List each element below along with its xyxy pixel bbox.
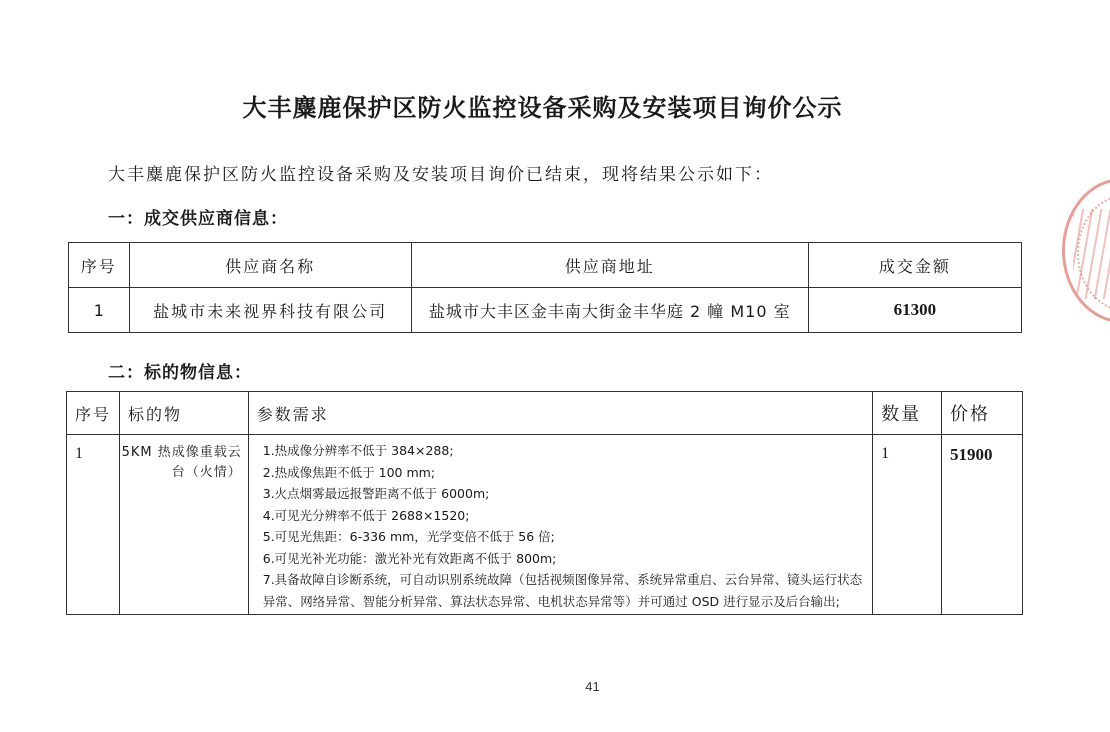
spec-line: 7.具备故障自诊断系统，可自动识别系统故障（包括视频图像异常、系统异常重启、云台异常、镜头运行状态异常、网络异常、智能分析异常、算法状态异常、电机状态异常等）并可通过 OSD 进行显示及后台输出; [262,572,863,609]
item-header-item: 标的物 [119,392,248,435]
item-table-header-row [67,392,1023,435]
supplier-table [68,242,1022,333]
item-table [66,391,1023,615]
spec-line: 5.可见光焦距：6-336 mm，光学变倍不低于 56 倍; [262,529,555,544]
spec-line: 2.热成像焦距不低于 100 mm; [262,464,436,480]
supplier-address: 盐城市大丰区金丰南大街金丰华庭 2 幢 M10 室 [411,288,808,333]
supplier-amount: 61300 [808,288,1021,333]
table-row [69,288,1022,333]
supplier-table-header-row [69,243,1022,288]
supplier-name: 盐城市未来视界科技有限公司 [129,288,411,333]
supplier-header-address: 供应商地址 [411,243,808,288]
spec-line: 3.火点烟雾最远报警距离不低于 6000m; [262,486,490,501]
intro-paragraph: 大丰麋鹿保护区防火监控设备采购及安装项目询价已结束，现将结果公示如下： [108,165,773,185]
item-price: 51900 [942,435,1023,615]
item-header-index: 序号 [67,392,120,435]
document-title: 大丰麋鹿保护区防火监控设备采购及安装项目询价公示 [242,93,843,122]
item-header-price: 价格 [942,392,1023,435]
spec-line: 6.可见光补光功能：激光补光有效距离不低于 800m; [262,550,557,566]
item-quantity: 1 [873,435,942,615]
supplier-index: 1 [69,288,130,333]
spec-line: 4.可见光分辨率不低于 2688×1520; [262,507,470,523]
spec-line: 1.热成像分辨率不低于 384×288; [262,443,454,458]
table-row [67,435,1023,615]
supplier-header-index: 序号 [69,243,130,288]
section-supplier-heading: 一：成交供应商信息： [108,209,288,229]
section-item-heading: 二：标的物信息： [108,363,252,383]
page-number: 41 [585,679,600,694]
item-index: 1 [67,435,120,615]
item-header-quantity: 数量 [873,392,942,435]
supplier-header-name: 供应商名称 [129,243,411,288]
supplier-header-amount: 成交金额 [808,243,1021,288]
seal-lettering-mark [1073,209,1110,299]
item-name: 5KM 热成像重载云台（火情） [119,435,248,615]
item-specs [248,435,872,615]
item-header-specs: 参数需求 [248,392,872,435]
official-seal-stamp [1062,178,1110,323]
